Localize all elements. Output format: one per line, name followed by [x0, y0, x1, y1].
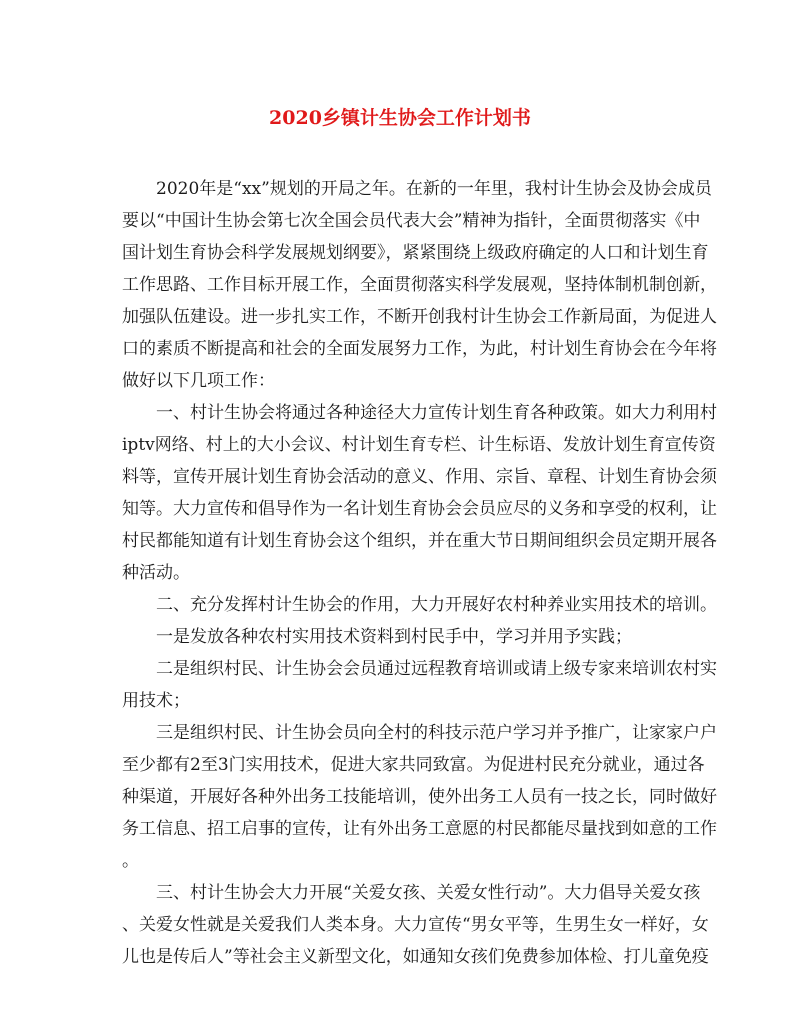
body-line: 口的素质不断提高和社会的全面发展努力工作，为此，村计划生育协会在今年将 — [122, 339, 717, 359]
body-line: 村民都能知道有计划生育协会这个组织，并在重大节日期间组织会员定期开展各 — [122, 531, 717, 551]
body-line: 儿也是传后人”等社会主义新型文化，如通知女孩们免费参加体检、打儿童免疫 — [122, 947, 709, 967]
body-line: 。 — [122, 851, 139, 871]
body-line: 三、村计生协会大力开展“关爱女孩、关爱女性行动”。大力倡导关爱女孩 — [156, 883, 701, 903]
document-body — [122, 173, 717, 973]
body-line: 知等。大力宣传和倡导作为一名计划生育协会会员应尽的义务和享受的权利，让 — [122, 499, 717, 519]
body-line: 料等，宣传开展计划生育协会活动的意义、作用、宗旨、章程、计划生育协会须 — [122, 467, 717, 487]
body-line: 工作思路、工作目标开展工作，全面贯彻落实科学发展观，坚持体制机制创新， — [122, 275, 717, 295]
body-line: 一是发放各种农村实用技术资料到村民手中，学习并用予实践； — [156, 627, 632, 647]
body-line: 用技术； — [122, 691, 190, 711]
body-line: 二是组织村民、计生协会会员通过远程教育培训或请上级专家来培训农村实 — [156, 659, 717, 679]
body-line: 做好以下几项工作： — [122, 371, 275, 391]
body-line: 一、村计生协会将通过各种途径大力宣传计划生育各种政策。如大力利用村 — [156, 403, 717, 423]
body-line: 2020年是“xx”规划的开局之年。在新的一年里，我村计生协会及协会成员 — [156, 179, 712, 199]
body-line: 加强队伍建设。进一步扎实工作，不断开创我村计生协会工作新局面，为促进人 — [122, 307, 717, 327]
body-line: 至少都有2至3门实用技术，促进大家共同致富。为促进村民充分就业，通过各 — [122, 755, 705, 775]
body-line: 务工信息、招工启事的宣传，让有外出务工意愿的村民都能尽量找到如意的工作 — [122, 819, 717, 839]
body-line: 种渠道，开展好各种外出务工技能培训，使外出务工人员有一技之长，同时做好 — [122, 787, 717, 807]
body-line: iptv网络、村上的大小会议、村计划生育专栏、计生标语、发放计划生育宣传资 — [122, 435, 716, 455]
body-line: 要以“中国计生协会第七次全国会员代表大会”精神为指针，全面贯彻落实《中 — [122, 211, 701, 231]
body-line: 二、充分发挥村计生协会的作用，大力开展好农村种养业实用技术的培训。 — [156, 595, 717, 615]
body-line: 三是组织村民、计生协会员向全村的科技示范户学习并予推广，让家家户户 — [156, 723, 717, 743]
body-line: 种活动。 — [122, 563, 190, 583]
body-line: 国计划生育协会科学发展规划纲要》，紧紧围绕上级政府确定的人口和计划生育 — [122, 243, 709, 263]
body-line: 、关爱女性就是关爱我们人类本身。大力宣传“男女平等，生男生女一样好，女 — [122, 915, 709, 935]
document-title: 2020乡镇计生协会工作计划书 — [269, 107, 531, 129]
